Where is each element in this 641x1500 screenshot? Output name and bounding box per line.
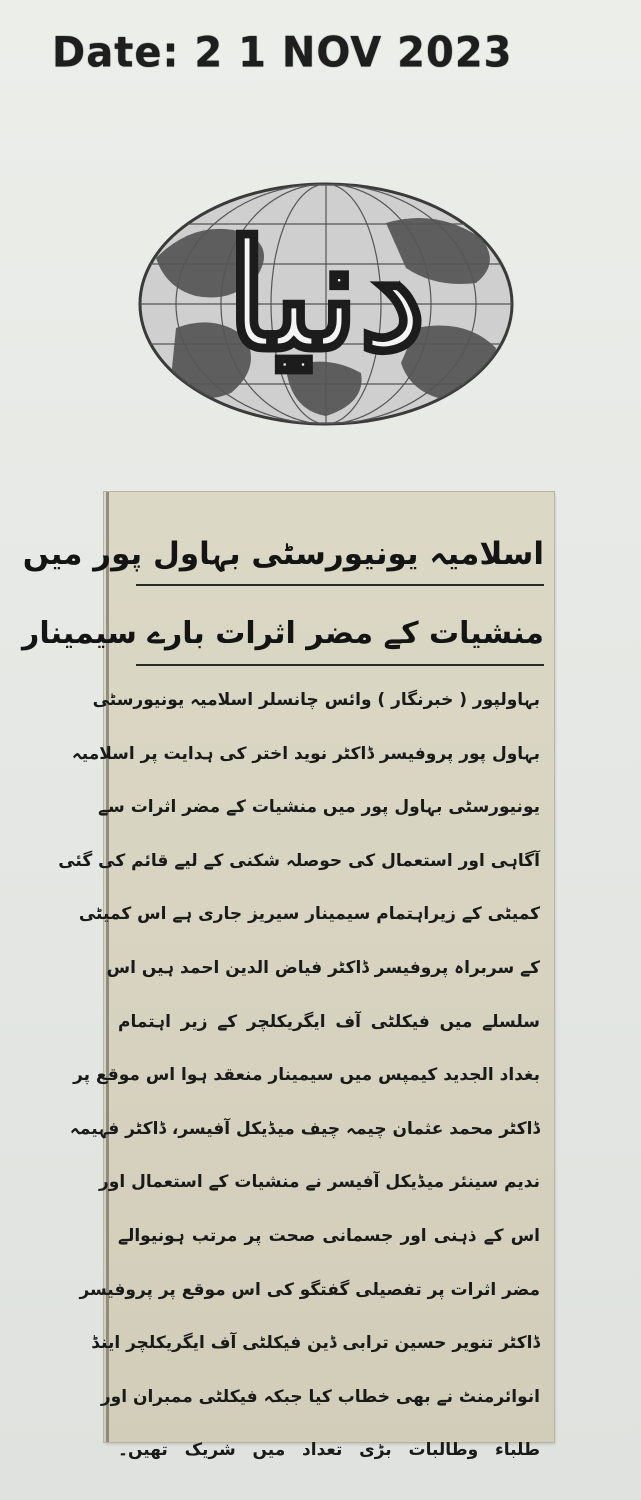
headline-line-1: اسلامیہ یونیورسٹی بہاول پور میں — [22, 536, 544, 572]
body-line: کے سربراہ پروفیسر ڈاکٹر فیاض الدین احمد ہیں اس — [106, 957, 540, 978]
body-line: بغداد الجدید کیمپس میں سیمینار منعقد ہوا اس موقع پر — [73, 1065, 540, 1086]
newspaper-masthead-logo — [136, 178, 516, 430]
body-line: آگاہی اور استعمال کی حوصلہ شکنی کے لیے قائم کی گئی — [58, 850, 540, 871]
article-body — [58, 674, 540, 1478]
body-line: بہاول پور پروفیسر ڈاکٹر نوید اختر کی ہدایت پر اسلامیہ — [71, 743, 540, 764]
newspaper-clipping — [22, 492, 554, 1461]
body-line: بہاولپور ( خبرنگار ) وائس چانسلر اسلامیہ یونیورسٹی — [92, 690, 540, 710]
body-line: یونیورسٹی بہاول پور میں منشیات کے مضر اثرات سے — [98, 797, 540, 818]
body-line: اس کے ذہنی اور جسمانی صحت پر مرتب ہونیوالے — [118, 1225, 540, 1246]
body-line: سلسلے میں فیکلٹی آف ایگریکلچر کے زیر اہتمام — [118, 1011, 540, 1032]
masthead-logo-text: دنیا — [226, 208, 426, 384]
body-line: کمیٹی کے زیراہتمام سیمینار سیریز جاری ہے اس کمیٹی — [78, 904, 540, 925]
date-stamp: Date: 2 1 NOV 2023 — [52, 28, 513, 78]
body-line: انوائرمنٹ نے بھی خطاب کیا جبکہ فیکلٹی ممبران اور — [100, 1386, 540, 1407]
body-line: ڈاکٹر محمد عثمان چیمہ چیف میڈیکل آفیسر، ڈاکٹر فہیمہ — [69, 1118, 540, 1139]
body-line: ڈاکٹر تنویر حسین ترابی ڈین فیکلٹی آف ایگریکلچر اینڈ — [91, 1333, 540, 1354]
headline-divider-1 — [136, 584, 544, 586]
body-line: مضر اثرات پر تفصیلی گفتگو کی اس موقع پر پروفیسر — [79, 1279, 540, 1300]
headline-line-2: منشیات کے مضر اثرات بارے سیمینار — [22, 616, 544, 651]
body-line: طلباء وطالبات بڑی تعداد میں شریک تھیں۔ — [118, 1440, 540, 1461]
body-line: ندیم سینئر میڈیکل آفیسر نے منشیات کے استعمال اور — [98, 1172, 540, 1193]
headline-divider-2 — [136, 664, 544, 666]
